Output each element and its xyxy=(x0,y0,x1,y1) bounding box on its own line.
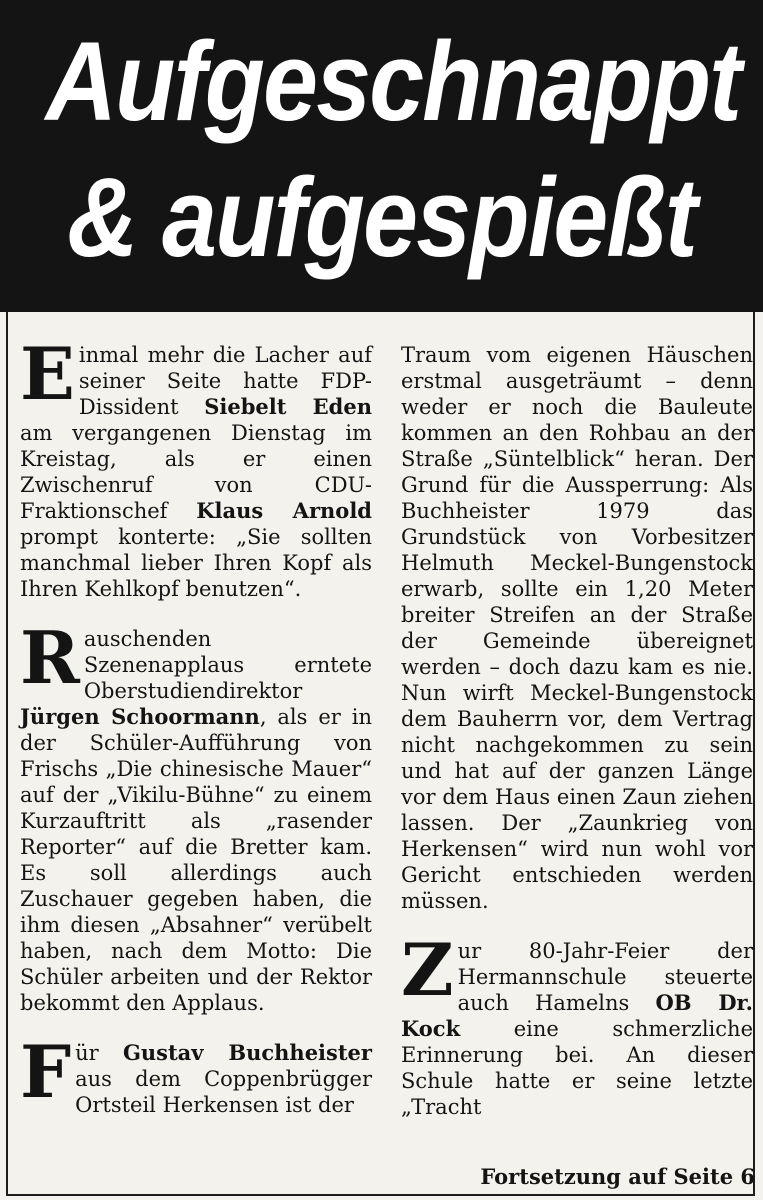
article-text: ur 80-Jahr-Feier der Hermannschule steuerte auch Hamelns xyxy=(457,939,753,1015)
right-column xyxy=(401,342,753,1120)
left-column xyxy=(20,331,372,1118)
drop-cap: Z xyxy=(401,927,454,1012)
article-buchheister-cont xyxy=(401,342,753,914)
article-text: am vergangenen Dienstag im Kreistag, als er einen Zwischenruf von CDU-Fraktionschef xyxy=(20,421,372,523)
drop-cap: F xyxy=(20,1029,72,1114)
article-buchheister-start xyxy=(20,1029,372,1118)
masthead-line-2: & aufgespießt xyxy=(67,155,696,280)
continued-note: Fortsetzung auf Seite 6 xyxy=(480,1164,755,1189)
person-name: Gustav Buchheister xyxy=(122,1040,372,1065)
article-text: prompt konterte: „Sie sollten manchmal lieber Ihren Kopf als Ihren Kehlkopf benutzen“. xyxy=(20,525,372,601)
person-name: Klaus Arnold xyxy=(196,498,372,523)
person-name: Jürgen Schoormann xyxy=(20,704,260,729)
masthead xyxy=(0,0,763,312)
person-name: OB Dr. Kock xyxy=(401,990,753,1041)
article-schoormann xyxy=(20,615,372,1016)
person-name: Siebelt Eden xyxy=(204,394,372,419)
article-text: eine schmerzliche Erinnerung bei. An dieser Schule hatte er seine letzte „Tracht xyxy=(401,1017,753,1119)
article-text: Traum vom eigenen Häuschen erstmal ausgeträumt – denn weder er noch die Bauleute kommen an den Rohbau an der Straße „Süntelblick“ heran. Der Grund für die Aussperrung: Als Buchheister 1979 das Grundstück von Vorbesitzer Helmuth Meckel-Bungenstock erwarb, sollte ein 1,20 Meter breiter Streifen an der Straße der Gemeinde übereignet werden – doch dazu kam es nie. Nun wirft Meckel-Bungenstock dem Bauherrn vor, dem Vertrag nicht nachgekommen zu sein und hat auf der ganzen Länge vor dem Haus einen Zaun ziehen lassen. Der „Zaunkrieg von Herkensen“ wird nun wohl vor Gericht entschieden werden müssen. xyxy=(401,343,753,913)
article-text: ür xyxy=(75,1041,123,1065)
article-text: inmal mehr die Lacher auf seiner Seite hatte FDP-Dissident xyxy=(78,343,372,419)
article-eden xyxy=(20,331,372,602)
article-text: aus dem Coppenbrügger Ortsteil Herkensen ist der xyxy=(75,1067,372,1117)
masthead-line-1: Aufgeschnappt xyxy=(45,19,741,144)
drop-cap: E xyxy=(20,331,75,416)
article-text: auschenden Szenenapplaus erntete Oberstudiendirektor xyxy=(83,627,372,703)
drop-cap: R xyxy=(20,615,80,700)
article-kock xyxy=(401,927,753,1120)
article-text: , als er in der Schüler-Aufführung von Frischs „Die chinesische Mauer“ auf der „Vikilu-Bühne“ zu einem Kurzauftritt als „rasender Reporter“ auf die Bretter kam. Es soll allerdings auch Zuschauer gegeben haben, die ihm diesen „Absahner“ verübelt haben, nach dem Motto: Die Schüler arbeiten und der Rektor bekommt den Applaus. xyxy=(20,705,372,1015)
